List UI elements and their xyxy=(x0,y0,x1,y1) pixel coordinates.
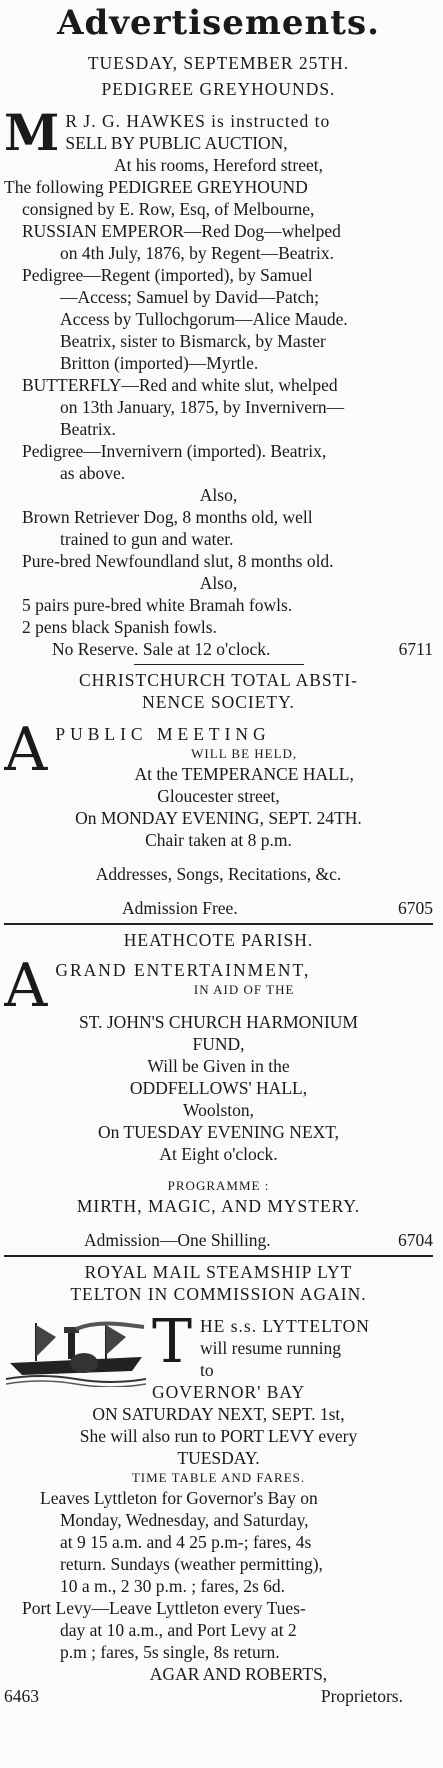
ad-heading: NENCE SOCIETY. xyxy=(142,692,295,712)
ad-line: Beatrix, sister to Bismarck, by Master xyxy=(60,331,326,351)
ad-heading: HEATHCOTE PARISH. xyxy=(123,930,314,950)
divider-full xyxy=(4,1255,433,1257)
steamship-icon xyxy=(6,1317,146,1387)
ad-footer xyxy=(4,1229,433,1251)
schedule-line: Port Levy—Leave Lyttleton every Tues- xyxy=(22,1598,306,1618)
divider-full xyxy=(4,923,433,925)
ad-line: Also, xyxy=(199,485,238,505)
ad-line: GOVERNOR' BAY xyxy=(152,1382,306,1402)
ad-line: TUESDAY. xyxy=(177,1448,260,1468)
ad-number: 6704 xyxy=(398,1230,433,1250)
ad-line: Addresses, Songs, Recitations, &c. xyxy=(95,864,342,884)
ad-number: 6705 xyxy=(398,898,433,918)
ad-line: on 13th January, 1875, by Invernivern— xyxy=(60,397,345,417)
ad-line: Gloucester street, xyxy=(157,786,280,806)
programme-label: PROGRAMME : xyxy=(167,1178,270,1193)
ad-line: PUBLIC MEETING xyxy=(55,724,271,744)
ad-line: Pure-bred Newfoundland slut, 8 months old. xyxy=(22,551,334,571)
ad-line: to xyxy=(200,1360,214,1380)
ad-line: Pedigree—Invernivern (imported). Beatrix, xyxy=(22,441,327,461)
divider-short xyxy=(134,664,304,665)
ad-line: R J. G. HAWKES is instructed to xyxy=(65,111,331,131)
ad-line: Woolston, xyxy=(182,1100,255,1120)
date-line: TUESDAY, SEPTEMBER 25TH. xyxy=(87,53,350,73)
ad-line: on 4th July, 1876, by Regent—Beatrix. xyxy=(60,243,334,263)
ad-line: Will be Given in the xyxy=(147,1056,290,1076)
ad-line: will resume running xyxy=(200,1338,341,1358)
footer-text: Admission—One Shilling. xyxy=(84,1230,271,1250)
ad-line: IN AID OF THE xyxy=(193,982,295,997)
drop-cap: T xyxy=(152,1307,193,1377)
ad-footer xyxy=(4,1685,433,1707)
ad-heathcote-parish xyxy=(4,929,433,1251)
ad-line: BUTTERFLY—Red and white slut, whelped xyxy=(22,375,338,395)
ad-heading: CHRISTCHURCH TOTAL ABSTI- xyxy=(79,670,358,690)
ad-line: TIME TABLE AND FARES. xyxy=(131,1470,306,1485)
ad-line: 2 pens black Spanish fowls. xyxy=(22,617,217,637)
footer-text: Admission Free. xyxy=(122,898,238,918)
schedule-line: p.m ; fares, 5s single, 8s return. xyxy=(60,1642,280,1662)
ad-line: At his rooms, Hereford street, xyxy=(114,155,323,175)
ad-line: Beatrix. xyxy=(60,419,116,439)
ad-line: 5 pairs pure-bred white Bramah fowls. xyxy=(22,595,293,615)
ad-number: 6463 xyxy=(4,1686,39,1706)
drop-cap: M xyxy=(4,103,60,162)
ad-line: Chair taken at 8 p.m. xyxy=(145,830,292,850)
ad-line: She will also run to PORT LEVY every xyxy=(79,1426,358,1446)
schedule-line: 10 a m., 2 30 p.m. ; fares, 2s 6d. xyxy=(60,1576,286,1596)
ad-line: The following PEDIGREE GREYHOUND xyxy=(4,177,308,197)
ad-line: trained to gun and water. xyxy=(60,529,234,549)
ad-line: Britton (imported)—Myrtle. xyxy=(60,353,259,373)
ad-royal-mail-steamship xyxy=(4,1261,433,1707)
ad-line: GRAND ENTERTAINMENT, xyxy=(55,960,311,980)
ad-line: At Eight o'clock. xyxy=(159,1144,278,1164)
ad-line: consigned by E. Row, Esq, of Melbourne, xyxy=(22,199,315,219)
ad-line: HE s.s. LYTTELTON xyxy=(200,1316,370,1336)
ad-footer xyxy=(4,638,433,660)
ad-footer xyxy=(4,897,433,919)
ad-heading: TELTON IN COMMISSION AGAIN. xyxy=(70,1284,367,1304)
ad-line: Brown Retriever Dog, 8 months old, well xyxy=(22,507,313,527)
ad-temperance-society xyxy=(4,669,433,919)
ad-line: Pedigree—Regent (imported), by Samuel xyxy=(22,265,313,285)
drop-cap: A xyxy=(4,715,48,785)
signature: AGAR AND ROBERTS, xyxy=(149,1664,328,1684)
schedule-line: return. Sundays (weather permitting), xyxy=(60,1554,323,1574)
ad-line: At the TEMPERANCE HALL, xyxy=(134,764,354,784)
ad-line: FUND, xyxy=(192,1034,245,1054)
ad-line: ODDFELLOWS' HALL, xyxy=(129,1078,308,1098)
schedule-line: at 9 15 a.m. and 4 25 p.m-; fares, 4s xyxy=(60,1532,312,1552)
ad-number: 6711 xyxy=(398,639,433,659)
schedule-line: day at 10 a.m., and Port Levy at 2 xyxy=(60,1620,297,1640)
signature-role: Proprietors. xyxy=(320,1686,403,1706)
drop-cap: A xyxy=(4,951,48,1021)
ad-line: ON SATURDAY NEXT, SEPT. 1st, xyxy=(92,1404,345,1424)
schedule-line: Monday, Wednesday, and Saturday, xyxy=(60,1510,309,1530)
ad-pedigree-greyhounds xyxy=(4,78,433,660)
ad-line: ST. JOHN'S CHURCH HARMONIUM xyxy=(79,1012,358,1032)
programme-text: MIRTH, MAGIC, AND MYSTERY. xyxy=(76,1196,361,1216)
ad-line: Also, xyxy=(199,573,238,593)
schedule-line: Leaves Lyttleton for Governor's Bay on xyxy=(40,1488,318,1508)
ad-line: On MONDAY EVENING, SEPT. 24TH. xyxy=(75,808,362,828)
ad-line: On TUESDAY EVENING NEXT, xyxy=(97,1122,340,1142)
footer-text: No Reserve. Sale at 12 o'clock. xyxy=(52,639,271,659)
ad-line: —Access; Samuel by David—Patch; xyxy=(60,287,320,307)
ad-line: as above. xyxy=(60,463,126,483)
masthead-title: Advertisements. xyxy=(57,3,380,43)
ad-line: Access by Tullochgorum—Alice Maude. xyxy=(60,309,348,329)
ad-line: WILL BE HELD, xyxy=(191,746,298,761)
ad-line: RUSSIAN EMPEROR—Red Dog—whelped xyxy=(22,221,341,241)
ad-heading: PEDIGREE GREYHOUNDS. xyxy=(101,79,336,99)
ad-heading: ROYAL MAIL STEAMSHIP LYT xyxy=(84,1262,353,1282)
ad-line: SELL BY PUBLIC AUCTION, xyxy=(65,133,288,153)
